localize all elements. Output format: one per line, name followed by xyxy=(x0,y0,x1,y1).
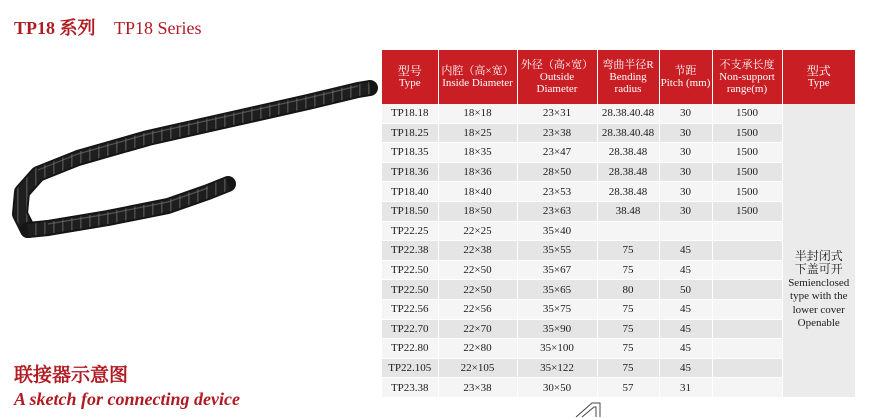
series-title-en: TP18 Series xyxy=(114,18,202,38)
cell-pitch: 30 xyxy=(659,162,712,182)
cell-bending-radius: 28.38.40.48 xyxy=(597,104,659,123)
cell-outside-diameter: 35×40 xyxy=(517,221,597,241)
drag-chain-illustration xyxy=(8,80,378,280)
cell-non-support-range xyxy=(712,358,782,378)
cell-non-support-range xyxy=(712,339,782,359)
cell-bending-radius: 75 xyxy=(597,319,659,339)
cell-pitch: 30 xyxy=(659,201,712,221)
cell-type: TP23.38 xyxy=(382,378,438,398)
cell-inside-diameter: 18×50 xyxy=(438,201,517,221)
cell-bending-radius: 28.38.48 xyxy=(597,182,659,202)
spec-table xyxy=(382,50,855,398)
cell-inside-diameter: 18×25 xyxy=(438,123,517,143)
form-type-note-cn-2: 下盖可开 xyxy=(794,262,843,277)
cell-type: TP22.50 xyxy=(382,260,438,280)
cell-pitch: 45 xyxy=(659,299,712,319)
cell-pitch: 30 xyxy=(659,123,712,143)
cell-non-support-range: 1500 xyxy=(712,162,782,182)
cell-type: TP22.56 xyxy=(382,299,438,319)
cell-non-support-range: 1500 xyxy=(712,182,782,202)
cell-bending-radius: 28.38.48 xyxy=(597,143,659,163)
cell-type: TP22.25 xyxy=(382,221,438,241)
cell-bending-radius: 75 xyxy=(597,260,659,280)
cell-inside-diameter: 18×18 xyxy=(438,104,517,123)
cell-pitch: 30 xyxy=(659,104,712,123)
cell-outside-diameter: 30×50 xyxy=(517,378,597,398)
cell-bending-radius: 28.38.40.48 xyxy=(597,123,659,143)
cell-non-support-range xyxy=(712,319,782,339)
cell-inside-diameter: 22×56 xyxy=(438,299,517,319)
series-title-cn: TP18 系列 xyxy=(14,18,96,38)
cell-bending-radius: 75 xyxy=(597,241,659,261)
cell-bending-radius: 75 xyxy=(597,358,659,378)
cell-non-support-range: 1500 xyxy=(712,201,782,221)
caption-cn: 联接器示意图 xyxy=(14,365,129,386)
table-row xyxy=(382,104,855,123)
cell-type: TP18.18 xyxy=(382,104,438,123)
cell-type: TP22.105 xyxy=(382,358,438,378)
header-pitch: 节距 Pitch (mm) xyxy=(659,50,712,104)
cell-outside-diameter: 35×75 xyxy=(517,299,597,319)
cell-bending-radius: 28.38.48 xyxy=(597,162,659,182)
cell-pitch: 30 xyxy=(659,143,712,163)
cell-bending-radius: 75 xyxy=(597,339,659,359)
cell-inside-diameter: 22×38 xyxy=(438,241,517,261)
spec-table-header xyxy=(382,50,855,104)
bracket-sketch-icon xyxy=(574,401,606,418)
cell-bending-radius: 57 xyxy=(597,378,659,398)
cell-outside-diameter: 23×38 xyxy=(517,123,597,143)
cell-inside-diameter: 18×36 xyxy=(438,162,517,182)
cell-non-support-range xyxy=(712,260,782,280)
cell-inside-diameter: 23×38 xyxy=(438,378,517,398)
cell-inside-diameter: 22×105 xyxy=(438,358,517,378)
cell-inside-diameter: 18×35 xyxy=(438,143,517,163)
spec-table-body xyxy=(382,104,855,397)
cell-outside-diameter: 23×63 xyxy=(517,201,597,221)
cell-non-support-range xyxy=(712,378,782,398)
header-inside-diameter: 内腔（高×宽） Inside Diameter xyxy=(438,50,517,104)
cell-bending-radius: 75 xyxy=(597,299,659,319)
cell-non-support-range: 1500 xyxy=(712,143,782,163)
cell-pitch: 45 xyxy=(659,260,712,280)
cell-inside-diameter: 22×50 xyxy=(438,280,517,300)
cell-outside-diameter: 35×55 xyxy=(517,241,597,261)
header-type: 型号 Type xyxy=(382,50,438,104)
cell-outside-diameter: 23×53 xyxy=(517,182,597,202)
cell-pitch: 30 xyxy=(659,182,712,202)
header-bending-radius: 弯曲半径R Bending radius xyxy=(597,50,659,104)
caption-en: A sketch for connecting device xyxy=(14,389,240,409)
form-type-note xyxy=(782,104,855,397)
cell-type: TP18.25 xyxy=(382,123,438,143)
cell-pitch: 45 xyxy=(659,339,712,359)
cell-type: TP18.35 xyxy=(382,143,438,163)
cell-type: TP22.70 xyxy=(382,319,438,339)
cell-pitch: 50 xyxy=(659,280,712,300)
cell-inside-diameter: 22×80 xyxy=(438,339,517,359)
cell-bending-radius: 80 xyxy=(597,280,659,300)
cell-pitch: 45 xyxy=(659,319,712,339)
cell-inside-diameter: 22×25 xyxy=(438,221,517,241)
cell-non-support-range: 1500 xyxy=(712,104,782,123)
cell-type: TP22.80 xyxy=(382,339,438,359)
cell-outside-diameter: 35×122 xyxy=(517,358,597,378)
header-non-support-range: 不支承长度 Non-support range(m) xyxy=(712,50,782,104)
series-title xyxy=(14,14,202,40)
cell-non-support-range xyxy=(712,221,782,241)
cell-type: TP18.40 xyxy=(382,182,438,202)
cell-non-support-range: 1500 xyxy=(712,123,782,143)
cell-bending-radius: 38.48 xyxy=(597,201,659,221)
cell-pitch: 31 xyxy=(659,378,712,398)
cell-outside-diameter: 23×47 xyxy=(517,143,597,163)
cell-inside-diameter: 22×50 xyxy=(438,260,517,280)
cell-non-support-range xyxy=(712,241,782,261)
header-outside-diameter: 外径（高×宽） Outside Diameter xyxy=(517,50,597,104)
cell-outside-diameter: 35×67 xyxy=(517,260,597,280)
cell-outside-diameter: 28×50 xyxy=(517,162,597,182)
cell-pitch: 45 xyxy=(659,241,712,261)
cell-type: TP22.38 xyxy=(382,241,438,261)
cell-non-support-range xyxy=(712,280,782,300)
cell-outside-diameter: 35×90 xyxy=(517,319,597,339)
cell-bending-radius xyxy=(597,221,659,241)
cell-pitch xyxy=(659,221,712,241)
header-form-type: 型式 Type xyxy=(782,50,855,104)
cell-inside-diameter: 18×40 xyxy=(438,182,517,202)
cell-pitch: 45 xyxy=(659,358,712,378)
drag-chain-image xyxy=(8,80,378,280)
cell-non-support-range xyxy=(712,299,782,319)
cell-outside-diameter: 23×31 xyxy=(517,104,597,123)
cell-outside-diameter: 35×65 xyxy=(517,280,597,300)
cell-type: TP22.50 xyxy=(382,280,438,300)
cell-type: TP18.50 xyxy=(382,201,438,221)
cell-inside-diameter: 22×70 xyxy=(438,319,517,339)
form-type-note-cn-1: 半封闭式 xyxy=(794,248,843,263)
cell-outside-diameter: 35×100 xyxy=(517,339,597,359)
form-type-note-en: Semienclosed type with the lower cover Openable xyxy=(788,276,850,330)
cell-type: TP18.36 xyxy=(382,162,438,182)
